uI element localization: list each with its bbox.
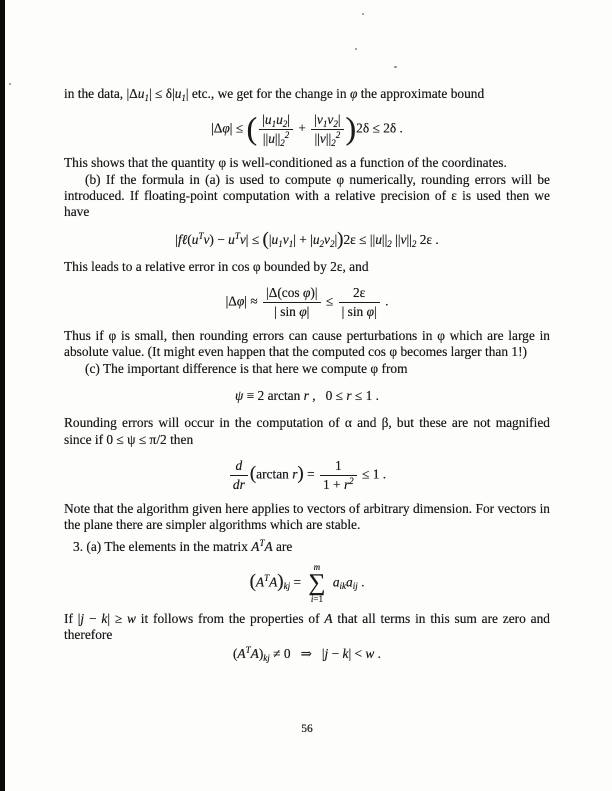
scan-speck	[394, 66, 397, 68]
paragraph-note-algorithm: Note that the algorithm given here applies to vectors of arbitrary dimension. For vectors in the plane there are simpler algorithms which are stable.	[64, 500, 550, 533]
page-body	[64, 86, 550, 669]
paragraph-rounding-alpha-beta: Rounding errors will occur in the computation of α and β, but these are not magnified since if 0 ≤ ψ ≤ π/2 then	[64, 415, 550, 447]
paragraph-if-jk: If |j − k| ≥ w it follows from the properties of A that all terms in this sum are zero and therefore	[64, 610, 550, 643]
formula-arctan-derivative: $\frac{d}{dr}$ (arctan r) = $\frac{1}{1 + r^2}$ ≤ 1 .	[64, 459, 550, 492]
scan-speck	[9, 83, 11, 85]
formula-ata-sum: $(A^TA)_{kj}$ = m ∑ i=1 $a_{ik}a_{ij}$ .	[249, 561, 365, 604]
scan-speck	[362, 13, 364, 15]
paragraph-part-c: (c) The important difference is that here we compute φ from	[85, 360, 408, 376]
paragraph-relative-error: This leads to a relative error in cos φ bounded by 2ε, and	[64, 258, 369, 274]
formula-fl-roundoff: $|f\ell(u^Tv) - u^Tv| \le (|u_1v_1| + |u_2v_2|)2\varepsilon \le ||u||_2$ $||v||_2$ 2ε .	[175, 229, 439, 251]
formula-ata-nonzero: $(A^TA)_{kj} \ne 0$ ⇒ |j − k| < w .	[232, 645, 382, 664]
formula-psi-arctan: ψ ≡ 2 arctan r , 0 ≤ r ≤ 1 .	[234, 387, 380, 403]
formula-delta-phi-bound: |Δφ| ≤ ( $\frac{|u_1u_2|}{||u||_2^2}$ + $\frac{|v_1v_2|}{||v||_2^2}$ )2δ ≤ 2δ .	[211, 109, 403, 149]
paragraph-well-conditioned: This shows that the quantity φ is well-conditioned as a function of the coordinates.	[64, 155, 507, 171]
paragraph-part-b: (b) If the formula in (a) is used to compute φ numerically, rounding errors will be introduced. If floating-point computation with a relative precision of ε is used then we have	[64, 171, 550, 220]
page-number: 56	[301, 723, 313, 735]
formula-delta-phi-approx: |Δφ| ≈ $\frac{\text{|Δ(cos φ)|}}{\text{| sin φ|}}$ ≤ $\frac{2\varepsilon}{\text{| sin φ|}}$ .	[225, 285, 389, 320]
scan-speck	[355, 48, 357, 50]
scan-edge-artifact	[0, 0, 5, 791]
paragraph-thus-small: Thus if φ is small, then rounding errors can cause perturbations in φ which are large in absolute value. (It might even happen that the computed cos φ becomes larger than 1!)	[64, 328, 550, 360]
paragraph-intro: in the data, $|\Delta u_1| \le \delta|u_1|$ etc., we get for the change in φ the approximate bound	[64, 86, 485, 103]
paragraph-problem-3a: 3. (a) The elements in the matrix $A^TA$ are	[73, 538, 293, 555]
